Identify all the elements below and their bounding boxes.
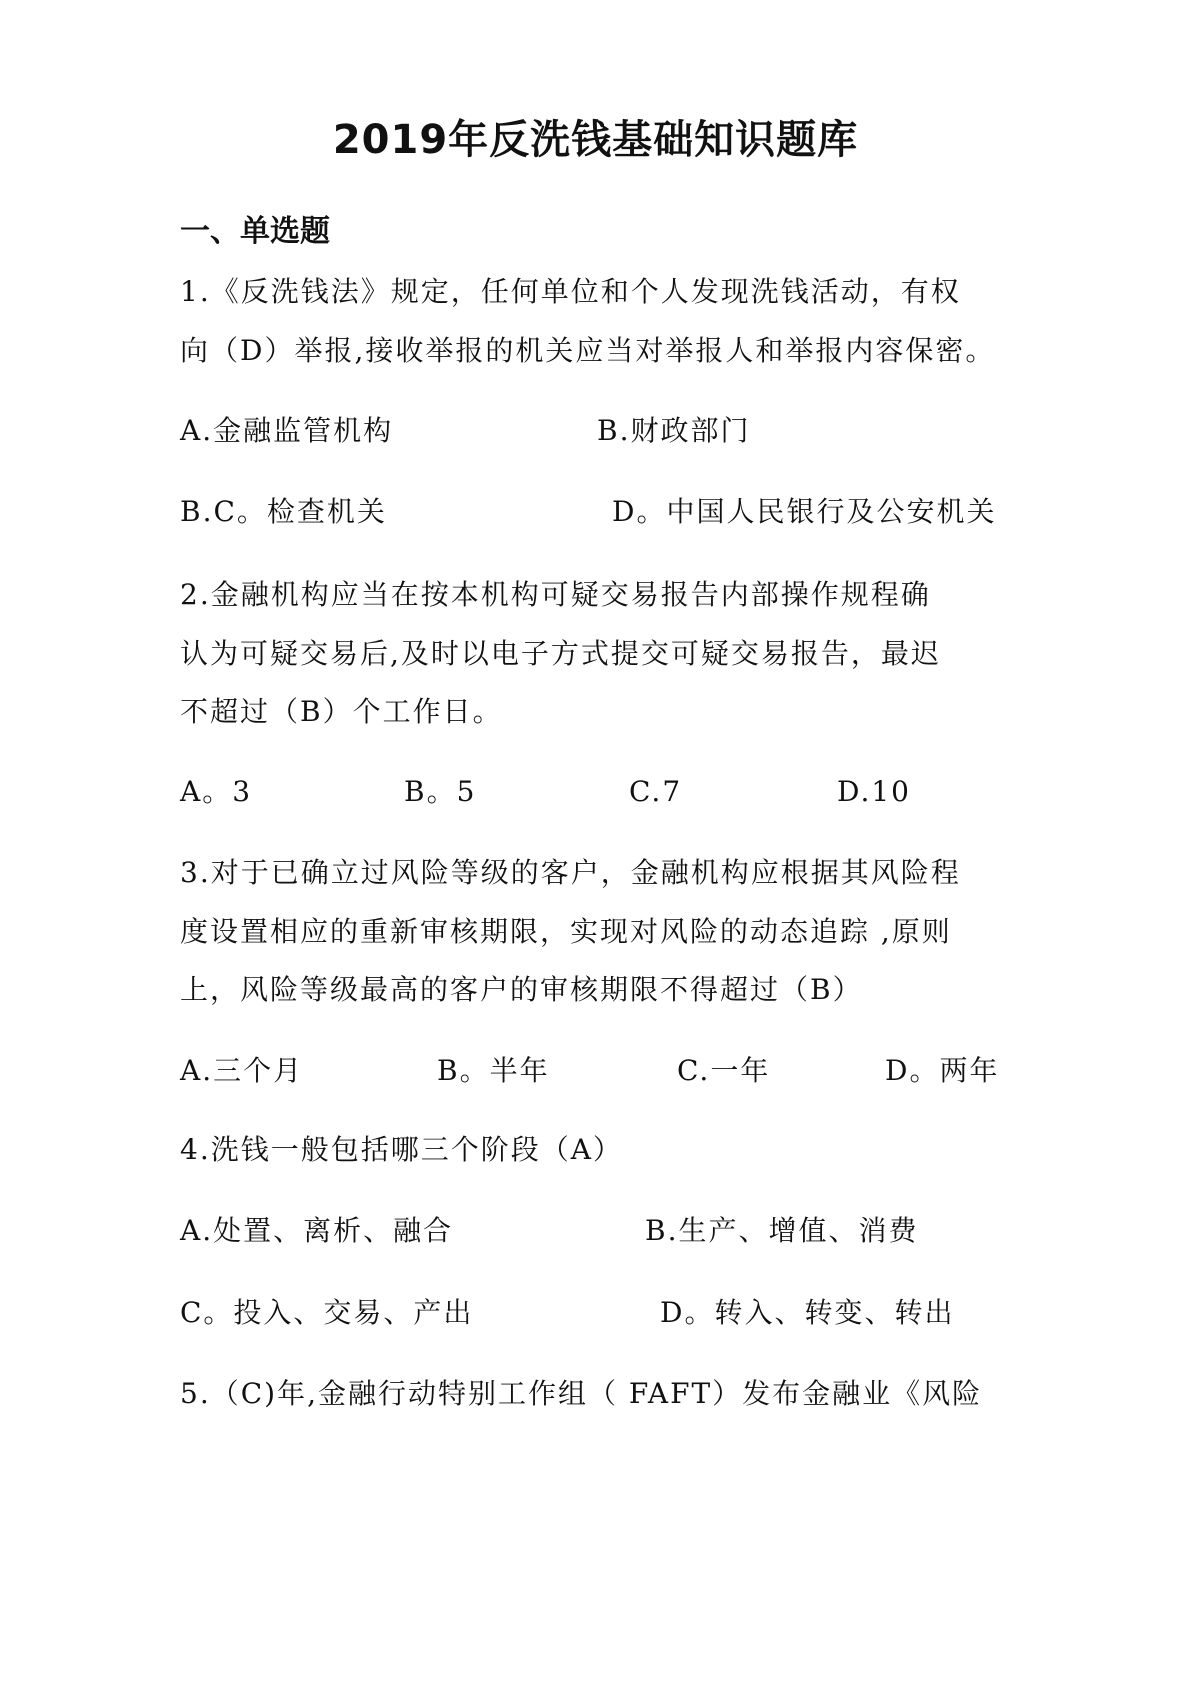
question-3-option-c: C.一年 [677, 1054, 771, 1087]
question-4-option-d: D。转入、转变、转出 [660, 1296, 955, 1329]
question-4-option-b: B.生产、增值、消费 [645, 1214, 919, 1247]
question-2-option-b: B。5 [404, 775, 477, 808]
question-1-option-d: D。中国人民银行及公安机关 [612, 495, 997, 528]
question-3-option-a: A.三个月 [180, 1054, 304, 1087]
section-heading: 一、单选题 [180, 214, 330, 249]
question-1-line-1: 1.《反洗钱法》规定，任何单位和个人发现洗钱活动，有权 [180, 275, 961, 308]
question-2-line-1: 2.金融机构应当在按本机构可疑交易报告内部操作规程确 [180, 578, 931, 611]
question-1-option-a: A.金融监管机构 [180, 414, 394, 447]
question-3-option-b: B。半年 [437, 1054, 550, 1087]
question-2-option-d: D.10 [837, 775, 911, 808]
question-2-line-3: 不超过（B）个工作日。 [180, 695, 503, 728]
question-1-option-b: B.财政部门 [597, 414, 751, 447]
question-5-line-1: 5.（C)年,金融行动特别工作组（ FAFT）发布金融业《风险 [180, 1377, 983, 1410]
question-3-line-3: 上，风险等级最高的客户的审核期限不得超过（B） [180, 973, 863, 1006]
question-1-option-c: B.C。检查机关 [180, 495, 387, 528]
question-4-option-a: A.处置、离析、融合 [180, 1214, 454, 1247]
question-2-line-2: 认为可疑交易后,及时以电子方式提交可疑交易报告，最迟 [180, 637, 941, 670]
question-2-option-a: A。3 [180, 775, 253, 808]
question-2-option-c: C.7 [629, 775, 683, 808]
question-3-line-2: 度设置相应的重新审核期限，实现对风险的动态追踪 ,原则 [180, 915, 952, 948]
question-3-line-1: 3.对于已确立过风险等级的客户，金融机构应根据其风险程 [180, 856, 961, 889]
document-title: 2019年反洗钱基础知识题库 [332, 117, 859, 163]
question-4-line-1: 4.洗钱一般包括哪三个阶段（A） [180, 1133, 623, 1166]
question-1-line-2: 向（D）举报,接收举报的机关应当对举报人和举报内容保密。 [180, 334, 996, 367]
question-4-option-c: C。投入、交易、产出 [180, 1296, 474, 1329]
question-3-option-d: D。两年 [885, 1054, 1000, 1087]
